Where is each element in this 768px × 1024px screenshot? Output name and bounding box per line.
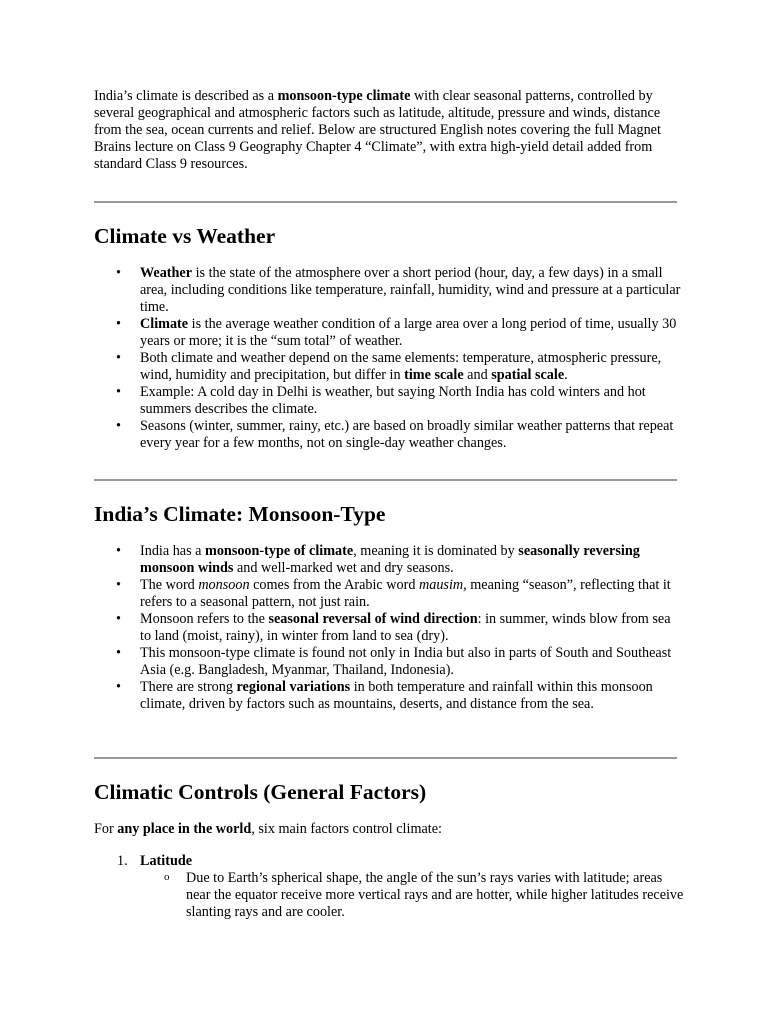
list-item xyxy=(94,577,684,611)
text-run: with clear seasonal patterns, controlled by several geographical and atmospheric factors such as latitude, altitude, pressure and winds, distance from the sea, ocean currents and relief. Below are structured English notes covering the full Magnet Brains lecture on Class 9 Geography Chapter 4 “Climate”, with extra high-yield detail added from standard Class 9 resources. xyxy=(94,88,661,172)
bold-text: regional variations xyxy=(236,679,351,695)
text-run: and xyxy=(463,367,492,383)
text-run: comes from the Arabic word xyxy=(249,577,419,593)
bold-text: Climate xyxy=(140,316,189,332)
bold-text: monsoon-type climate xyxy=(277,88,411,104)
list-item xyxy=(94,350,684,384)
circle-bullet-icon: o xyxy=(164,871,170,883)
list-item xyxy=(94,679,684,713)
text-run: For xyxy=(94,821,118,837)
bold-text: seasonally reversing monsoon winds xyxy=(140,543,640,576)
text-run: is the average weather condition of a large area over a long period of time, usually 30 years or more; it is the “sum total” of weather. xyxy=(140,316,677,349)
list-item xyxy=(94,316,684,350)
divider xyxy=(94,479,677,481)
text-run: Both climate and weather depend on the same elements: temperature, atmospheric pressure, wind, humidity and precipitation, but differ in xyxy=(140,350,662,383)
text-run: India has a xyxy=(140,543,206,559)
text-run: India’s climate is described as a xyxy=(94,88,278,104)
section-lead-text xyxy=(94,821,684,838)
sub-item-text: Due to Earth’s spherical shape, the angle of the sun’s rays varies with latitude; areas near the equator receive more vertical rays and are hotter, while higher latitudes receive slanting rays and are cooler. xyxy=(186,870,684,920)
bullet-list-climate-vs-weather xyxy=(94,265,684,452)
text-run: in both temperature and rainfall within this monsoon climate, driven by factors such as mountains, deserts, and distance from the sea. xyxy=(140,679,653,712)
list-number: 1. xyxy=(117,853,128,869)
italic-text: monsoon xyxy=(198,577,250,593)
text-run: meaning “season”, reflecting that it refers to a seasonal pattern, not just rain. xyxy=(140,577,671,610)
list-item xyxy=(94,645,684,679)
divider xyxy=(94,201,677,203)
bold-text: monsoon-type of climate xyxy=(205,543,354,559)
text-run: . xyxy=(564,367,568,383)
text-run: There are strong xyxy=(140,679,237,695)
section-heading-climate-vs-weather: Climate vs Weather xyxy=(94,224,276,248)
bold-text: seasonal reversal of wind direction xyxy=(268,611,478,627)
divider xyxy=(94,757,677,759)
text-run: The word xyxy=(140,577,199,593)
section-heading-monsoon-type: India’s Climate: Monsoon-Type xyxy=(94,502,386,526)
text-run: : in summer, winds blow from sea to land (moist, rainy), in winter from land to sea (dry). xyxy=(140,611,671,644)
factor-label: Latitude xyxy=(140,853,193,869)
text-run: , meaning it is dominated by xyxy=(353,543,519,559)
text-run: , six main factors control climate: xyxy=(251,821,442,837)
intro-paragraph xyxy=(94,88,684,173)
text-run: and well-marked wet and dry seasons. xyxy=(233,560,454,576)
bold-text: any place in the world xyxy=(117,821,252,837)
sub-list xyxy=(140,870,684,921)
list-item-latitude xyxy=(94,853,684,921)
italic-text: mausim, xyxy=(418,577,467,593)
section-heading-climatic-controls: Climatic Controls (General Factors) xyxy=(94,780,427,804)
bold-text: spatial scale xyxy=(491,367,565,383)
text-run: Monsoon refers to the xyxy=(140,611,269,627)
bold-text: time scale xyxy=(404,367,464,383)
text-run: This monsoon-type climate is found not only in India but also in parts of South and Southeast Asia (e.g. Bangladesh, Myanmar, Thailand, Indonesia). xyxy=(140,645,672,678)
text-run: Example: A cold day in Delhi is weather, but saying North India has cold winters and hot summers describes the climate. xyxy=(140,384,646,417)
factor-list xyxy=(94,853,684,921)
list-item xyxy=(94,418,684,452)
list-item xyxy=(94,265,684,316)
sub-list-item xyxy=(140,870,684,921)
text-run: Seasons (winter, summer, rainy, etc.) are based on broadly similar weather patterns that repeat every year for a few months, not on single-day weather changes. xyxy=(140,418,674,451)
bold-text: Weather xyxy=(140,265,193,281)
list-item xyxy=(94,384,684,418)
list-item xyxy=(94,611,684,645)
bullet-list-monsoon-type xyxy=(94,543,684,713)
list-item xyxy=(94,543,684,577)
text-run: is the state of the atmosphere over a short period (hour, day, a few days) in a small area, including conditions like temperature, rainfall, humidity, wind and pressure at a particular time. xyxy=(140,265,681,315)
